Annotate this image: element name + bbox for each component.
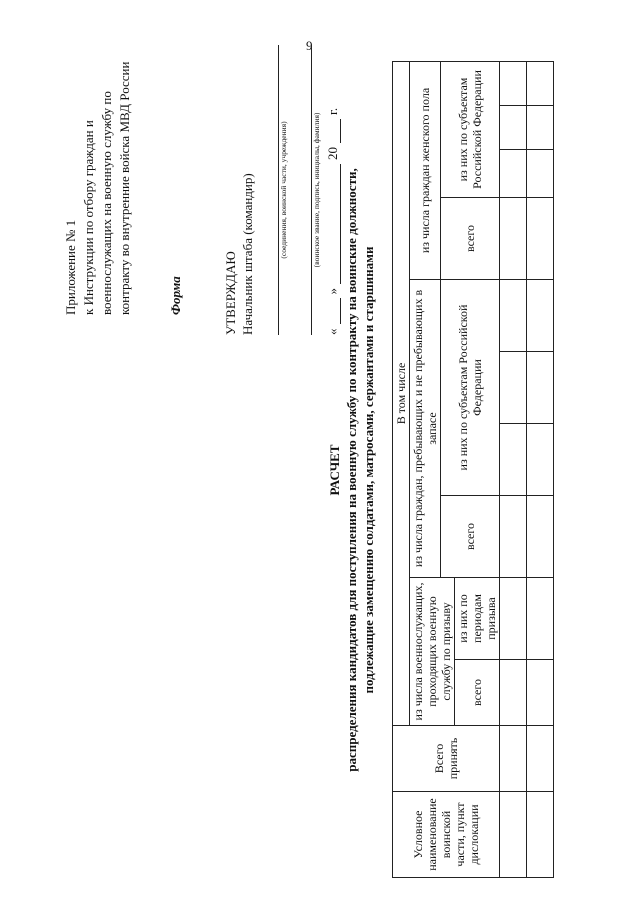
table-cell: [527, 726, 554, 792]
table-cell: [500, 726, 527, 792]
header-conscripts-all: всего: [455, 660, 500, 726]
page-number: 9: [306, 38, 313, 53]
table-cell: [500, 496, 527, 578]
approve-heading: УТВЕРЖДАЮ: [223, 251, 238, 335]
header-conscripts: из числа военнослужащих, проходящих военную службу по призыву: [410, 578, 455, 726]
table-cell: [527, 198, 554, 280]
table-cell: [527, 106, 554, 150]
rotated-document: [40, 45, 600, 890]
header-conscripts-periods: из них по периодам призыва: [455, 578, 500, 660]
table-cell: [527, 352, 554, 424]
table-cell: [500, 150, 527, 198]
table-cell: [500, 106, 527, 150]
date-year-suffix: г.: [325, 107, 340, 115]
table-row: [527, 62, 554, 878]
table-cell: [500, 660, 527, 726]
header-unit: Условное наименование воинской части, пункт дислокации: [393, 792, 500, 878]
header-total: Всего принять: [393, 726, 500, 792]
header-women-subjects: из них по субъектам Российской Федерации: [441, 62, 500, 198]
table-cell: [527, 578, 554, 660]
unit-caption: (соединения, воинской части, учреждения): [279, 121, 288, 259]
table-cell: [527, 424, 554, 496]
header-reserve-all: всего: [441, 496, 500, 578]
form-label: Форма: [168, 276, 183, 315]
appendix-header: [62, 50, 134, 315]
appendix-line: к Инструкции по отбору граждан и: [81, 120, 96, 315]
table-cell: [500, 424, 527, 496]
header-reserve-subjects: из них по субъектам Российской Федерации: [441, 280, 500, 496]
header-including: В том числе: [393, 62, 410, 726]
table-cell: [500, 792, 527, 878]
document-title: [326, 80, 377, 860]
date-open-quote: «: [325, 328, 340, 335]
appendix-line: военнослужащих на военную службу по: [99, 91, 114, 315]
title-line: подлежащие замещению солдатами, матросами, сержантами и старшинами: [361, 246, 376, 694]
header-reserve: из числа граждан, пребывающих и не пребывающих в запасе: [410, 280, 441, 578]
table-cell: [500, 352, 527, 424]
appendix-line: Приложение № 1: [63, 219, 78, 315]
table-cell: [500, 280, 527, 352]
table-cell: [527, 280, 554, 352]
appendix-line: контракту во внутренние войска МВД России: [117, 61, 132, 315]
date-year-prefix: 20: [325, 147, 340, 160]
table-cell: [527, 660, 554, 726]
signature-caption: (воинское звание, подпись, инициалы, фамилия): [312, 112, 321, 268]
title-heading: РАСЧЕТ: [327, 444, 342, 496]
unit-line: [258, 45, 279, 335]
calculation-table: [392, 61, 554, 878]
table-cell: [527, 150, 554, 198]
signature-line: [291, 45, 312, 335]
table-cell: [500, 198, 527, 280]
title-line: распределения кандидатов для поступления на военную службу по контракту на воинские должности,: [344, 168, 359, 772]
table-cell: [527, 496, 554, 578]
header-women: из числа граждан женского пола: [410, 62, 441, 280]
table-cell: [527, 62, 554, 106]
date-close-quote: »: [325, 288, 340, 295]
table-cell: [527, 792, 554, 878]
approval-block: [222, 45, 341, 335]
table-cell: [500, 578, 527, 660]
header-women-all: всего: [441, 198, 500, 280]
table-row: [500, 62, 527, 878]
approver-position: Начальник штаба (командир): [240, 173, 255, 335]
table-cell: [500, 62, 527, 106]
